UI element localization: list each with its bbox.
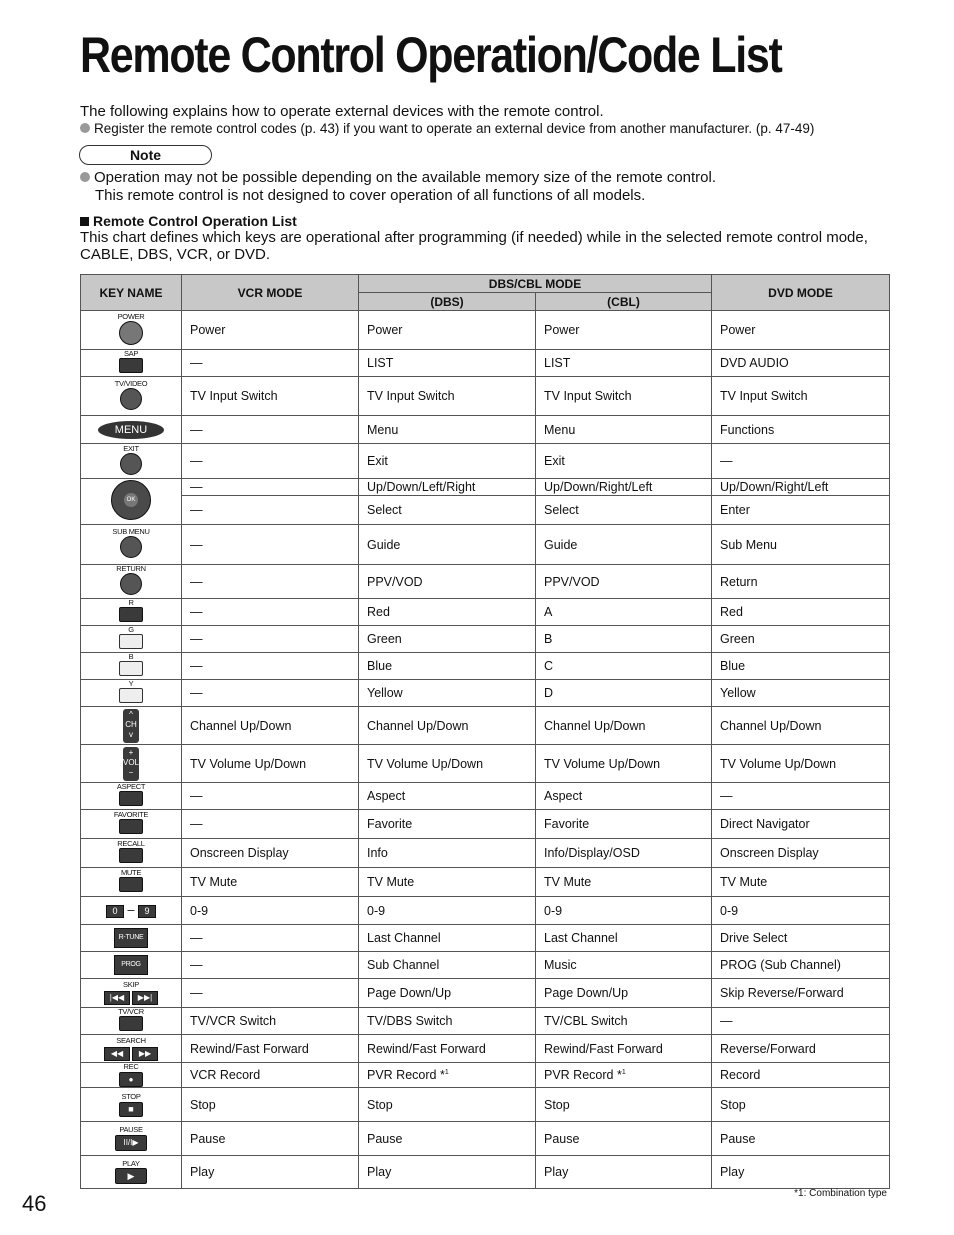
cell-vcr: —	[182, 680, 359, 707]
cell-cbl: TV Mute	[536, 868, 712, 897]
cell-dbs: TV/DBS Switch	[359, 1008, 536, 1035]
cell-vcr: Pause	[182, 1122, 359, 1156]
cell-vcr: TV Input Switch	[182, 377, 359, 416]
cell-vcr: —	[182, 565, 359, 599]
blue-key	[81, 653, 182, 680]
cell-vcr: Play	[182, 1156, 359, 1189]
tv-video-key	[81, 377, 182, 416]
cell-cbl: PPV/VOD	[536, 565, 712, 599]
exit-key	[81, 444, 182, 479]
cell-vcr: TV/VCR Switch	[182, 1008, 359, 1035]
footnote: *1: Combination type	[794, 1188, 887, 1199]
cell-cbl: LIST	[536, 350, 712, 377]
table-row	[81, 444, 890, 479]
cell-dvd: Channel Up/Down	[712, 707, 890, 745]
note-label: Note	[79, 145, 212, 165]
square-bullet-icon	[80, 217, 89, 226]
cell-dbs: Channel Up/Down	[359, 707, 536, 745]
cell-cbl: Power	[536, 311, 712, 350]
cell-vcr: Power	[182, 311, 359, 350]
cell-cbl: D	[536, 680, 712, 707]
table-row	[81, 839, 890, 868]
cell-vcr: TV Mute	[182, 868, 359, 897]
cell-cbl: Last Channel	[536, 925, 712, 952]
cell-dvd: Skip Reverse/Forward	[712, 979, 890, 1008]
key-label: SEARCH	[116, 1035, 146, 1045]
cell-dbs: Play	[359, 1156, 536, 1189]
yellow-key	[81, 680, 182, 707]
key-label: SUB MENU	[112, 527, 150, 536]
cell-vcr: —	[182, 525, 359, 565]
return-key	[81, 565, 182, 599]
table-row	[81, 496, 890, 525]
cell-dbs: Up/Down/Left/Right	[359, 479, 536, 496]
power-key	[81, 311, 182, 350]
key-label: VOL	[123, 757, 140, 767]
mute-button-icon	[119, 877, 143, 892]
sub-menu-key	[81, 525, 182, 565]
cell-vcr: 0-9	[182, 897, 359, 925]
channel-key	[81, 707, 182, 745]
header-dvd-mode: DVD MODE	[712, 275, 890, 311]
fast-forward-icon: ▶▶	[132, 1047, 158, 1061]
section-title-text: Remote Control Operation List	[93, 213, 297, 229]
cell-dvd: Direct Navigator	[712, 810, 890, 839]
page-number: 46	[22, 1191, 47, 1216]
cell-dbs: Favorite	[359, 810, 536, 839]
tv-vcr-button-icon	[119, 1016, 143, 1031]
zero-button-icon: 0	[106, 905, 124, 918]
pause-key	[81, 1122, 182, 1156]
cell-dvd: DVD AUDIO	[712, 350, 890, 377]
table-row	[81, 925, 890, 952]
stop-key	[81, 1088, 182, 1122]
pause-button-icon: II/I▶	[115, 1135, 147, 1151]
cell-vcr: —	[182, 479, 359, 496]
cell-dbs: Power	[359, 311, 536, 350]
menu-key	[81, 416, 182, 444]
cell-dvd: Play	[712, 1156, 890, 1189]
cell-vcr: —	[182, 979, 359, 1008]
rewind-icon: ◀◀	[104, 1047, 130, 1061]
key-label: Y	[128, 679, 134, 688]
cell-dbs: LIST	[359, 350, 536, 377]
cell-dvd: Functions	[712, 416, 890, 444]
cell-dvd: Return	[712, 565, 890, 599]
aspect-key	[81, 783, 182, 810]
cell-dvd: TV Input Switch	[712, 377, 890, 416]
header-cbl: (CBL)	[536, 293, 712, 311]
cell-dvd: Power	[712, 311, 890, 350]
cell-cbl: TV Volume Up/Down	[536, 745, 712, 783]
play-key	[81, 1156, 182, 1189]
table-row	[81, 479, 890, 496]
key-label: TV/VCR	[118, 1007, 144, 1016]
volume-key	[81, 745, 182, 783]
cell-cbl: 0-9	[536, 897, 712, 925]
cell-dbs: Green	[359, 626, 536, 653]
cell-dvd: TV Mute	[712, 868, 890, 897]
cell-dvd: Pause	[712, 1122, 890, 1156]
cell-dvd: —	[712, 444, 890, 479]
header-vcr-mode: VCR MODE	[182, 275, 359, 311]
header-dbs-cbl-mode: DBS/CBL MODE	[359, 275, 712, 293]
cell-cbl: Channel Up/Down	[536, 707, 712, 745]
cell-dvd: Yellow	[712, 680, 890, 707]
table-row	[81, 979, 890, 1008]
cell-vcr: —	[182, 653, 359, 680]
table-row	[81, 1063, 890, 1088]
cell-dvd: Red	[712, 599, 890, 626]
cell-dbs: Aspect	[359, 783, 536, 810]
table-row	[81, 377, 890, 416]
footnote-marker: 1	[444, 1068, 449, 1076]
cell-dvd: Green	[712, 626, 890, 653]
bullet-dot-icon	[80, 123, 90, 133]
recall-key	[81, 839, 182, 868]
dpad-icon	[111, 480, 151, 520]
r-tune-key	[81, 925, 182, 952]
key-label: EXIT	[123, 443, 139, 453]
cell-dvd: —	[712, 783, 890, 810]
channel-rocker-icon: ^ CH v	[123, 709, 139, 743]
cell-vcr: —	[182, 783, 359, 810]
red-button-icon	[119, 607, 143, 622]
cell-cbl-text: PVR Record *	[544, 1068, 622, 1082]
table-row	[81, 1088, 890, 1122]
cell-dbs: Rewind/Fast Forward	[359, 1035, 536, 1063]
table-row	[81, 1035, 890, 1063]
key-label: POWER	[117, 311, 145, 321]
cell-vcr: —	[182, 599, 359, 626]
sap-button-icon	[119, 358, 143, 373]
table-row	[81, 525, 890, 565]
dpad-key	[81, 479, 182, 525]
return-button-icon	[120, 573, 142, 595]
key-label: PAUSE	[119, 1125, 143, 1134]
table-row	[81, 626, 890, 653]
cell-dvd: Enter	[712, 496, 890, 525]
cell-dbs	[359, 1063, 536, 1088]
cell-vcr: —	[182, 952, 359, 979]
nine-button-icon: 9	[138, 905, 156, 918]
cell-cbl: Stop	[536, 1088, 712, 1122]
cell-dbs: Stop	[359, 1088, 536, 1122]
table-row	[81, 565, 890, 599]
bullet-dot-icon	[80, 172, 90, 182]
key-label: B	[128, 652, 134, 661]
cell-dbs: Red	[359, 599, 536, 626]
cell-cbl: Info/Display/OSD	[536, 839, 712, 868]
power-button-icon	[119, 321, 143, 345]
key-label: SAP	[123, 349, 139, 358]
cell-cbl: Pause	[536, 1122, 712, 1156]
register-bullet	[80, 121, 814, 136]
table-row	[81, 707, 890, 745]
section-description: This chart defines which keys are operational after programming (if needed) while in the selected remote control mode, CABLE, DBS, VCR, or DVD.	[80, 229, 868, 263]
skip-forward-icon: ▶▶|	[132, 991, 158, 1005]
cell-vcr: Onscreen Display	[182, 839, 359, 868]
cell-cbl: C	[536, 653, 712, 680]
page-title: Remote Control Operation/Code List	[80, 27, 782, 83]
blue-button-icon	[119, 661, 143, 676]
cell-cbl: A	[536, 599, 712, 626]
rec-key	[81, 1063, 182, 1088]
cell-dbs-text: PVR Record *	[367, 1068, 445, 1082]
table-row	[81, 810, 890, 839]
cell-cbl: Music	[536, 952, 712, 979]
key-label: MUTE	[120, 868, 142, 877]
cell-dbs: Sub Channel	[359, 952, 536, 979]
cell-cbl: Page Down/Up	[536, 979, 712, 1008]
cell-dbs: Menu	[359, 416, 536, 444]
cell-dvd: —	[712, 1008, 890, 1035]
cell-cbl: Up/Down/Right/Left	[536, 479, 712, 496]
cell-dbs: Exit	[359, 444, 536, 479]
key-label: R	[128, 598, 134, 607]
cell-cbl	[536, 1063, 712, 1088]
section-title	[80, 213, 297, 229]
cell-cbl: Guide	[536, 525, 712, 565]
cell-dbs: Blue	[359, 653, 536, 680]
mute-key	[81, 868, 182, 897]
cell-dvd: Blue	[712, 653, 890, 680]
cell-vcr: Stop	[182, 1088, 359, 1122]
cell-dvd: Drive Select	[712, 925, 890, 952]
table-row	[81, 783, 890, 810]
r-tune-button-icon: R-TUNE	[114, 928, 148, 948]
key-label: REC	[123, 1062, 139, 1071]
table-row	[81, 653, 890, 680]
cell-dvd: Onscreen Display	[712, 839, 890, 868]
green-key	[81, 626, 182, 653]
key-label: RETURN	[116, 564, 146, 573]
register-bullet-text: Register the remote control codes (p. 43) if you want to operate an external device from another manufacturer. (p. 47-49)	[94, 121, 815, 136]
play-button-icon: ▶	[115, 1168, 147, 1184]
intro-text: The following explains how to operate external devices with the remote control.	[80, 103, 604, 120]
cell-vcr: —	[182, 416, 359, 444]
favorite-key	[81, 810, 182, 839]
table-row	[81, 599, 890, 626]
cell-vcr: Channel Up/Down	[182, 707, 359, 745]
key-label: FAVORITE	[113, 810, 149, 819]
cell-cbl: Favorite	[536, 810, 712, 839]
cell-cbl: TV/CBL Switch	[536, 1008, 712, 1035]
cell-vcr: TV Volume Up/Down	[182, 745, 359, 783]
cell-dvd: Sub Menu	[712, 525, 890, 565]
cell-vcr: —	[182, 496, 359, 525]
key-label: CH	[125, 719, 137, 729]
note-line-1: Operation may not be possible depending on the available memory size of the remote control.	[94, 169, 717, 186]
cell-dbs: Select	[359, 496, 536, 525]
cell-vcr: —	[182, 810, 359, 839]
cell-dvd: Record	[712, 1063, 890, 1088]
stop-button-icon: ■	[119, 1102, 143, 1117]
cell-cbl: Rewind/Fast Forward	[536, 1035, 712, 1063]
cell-dbs: Page Down/Up	[359, 979, 536, 1008]
cell-dvd: TV Volume Up/Down	[712, 745, 890, 783]
table-row	[81, 868, 890, 897]
exit-button-icon	[120, 453, 142, 475]
key-label: STOP	[121, 1091, 141, 1101]
cell-cbl: Menu	[536, 416, 712, 444]
recall-button-icon	[119, 848, 143, 863]
cell-dvd: Up/Down/Right/Left	[712, 479, 890, 496]
header-dbs: (DBS)	[359, 293, 536, 311]
table-row	[81, 897, 890, 925]
cell-cbl: Select	[536, 496, 712, 525]
number-keys: 0 – 9	[81, 897, 182, 925]
cell-dvd: PROG (Sub Channel)	[712, 952, 890, 979]
cell-cbl: Play	[536, 1156, 712, 1189]
key-label: ASPECT	[116, 782, 146, 791]
sub-menu-button-icon	[120, 536, 142, 558]
prog-button-icon: PROG	[114, 955, 148, 975]
cell-vcr: —	[182, 925, 359, 952]
cell-dbs: TV Input Switch	[359, 377, 536, 416]
cell-dbs: Pause	[359, 1122, 536, 1156]
sap-key	[81, 350, 182, 377]
footnote-marker: 1	[621, 1068, 626, 1076]
tv-vcr-key	[81, 1008, 182, 1035]
cell-cbl: Aspect	[536, 783, 712, 810]
volume-rocker-icon: + VOL −	[123, 747, 139, 781]
table-row	[81, 311, 890, 350]
cell-cbl: B	[536, 626, 712, 653]
table-row	[81, 1156, 890, 1189]
tv-video-button-icon	[120, 388, 142, 410]
cell-dbs: Info	[359, 839, 536, 868]
prog-key	[81, 952, 182, 979]
cell-dbs: Yellow	[359, 680, 536, 707]
favorite-button-icon	[119, 819, 143, 834]
cell-dbs: TV Mute	[359, 868, 536, 897]
cell-dvd: Stop	[712, 1088, 890, 1122]
code-table	[80, 274, 890, 1189]
cell-dbs: Guide	[359, 525, 536, 565]
table-row	[81, 680, 890, 707]
skip-back-icon: |◀◀	[104, 991, 130, 1005]
skip-key	[81, 979, 182, 1008]
cell-dbs: TV Volume Up/Down	[359, 745, 536, 783]
cell-dvd: Reverse/Forward	[712, 1035, 890, 1063]
cell-vcr: —	[182, 444, 359, 479]
cell-dbs: PPV/VOD	[359, 565, 536, 599]
cell-vcr: —	[182, 350, 359, 377]
aspect-button-icon	[119, 791, 143, 806]
cell-cbl: TV Input Switch	[536, 377, 712, 416]
key-label: PLAY	[122, 1159, 140, 1168]
cell-vcr: Rewind/Fast Forward	[182, 1035, 359, 1063]
table-row	[81, 350, 890, 377]
table-row	[81, 1122, 890, 1156]
cell-cbl: Exit	[536, 444, 712, 479]
key-label: RECALL	[117, 839, 145, 848]
table-row	[81, 416, 890, 444]
yellow-button-icon	[119, 688, 143, 703]
header-key-name: KEY NAME	[81, 275, 182, 311]
table-row	[81, 1008, 890, 1035]
menu-button-icon: MENU	[98, 421, 164, 439]
red-key	[81, 599, 182, 626]
search-key	[81, 1035, 182, 1063]
key-label: TV/VIDEO	[114, 378, 148, 388]
cell-dbs: 0-9	[359, 897, 536, 925]
key-label: SKIP	[123, 980, 139, 989]
table-row	[81, 952, 890, 979]
record-button-icon: ●	[119, 1072, 143, 1087]
key-label: G	[128, 625, 134, 634]
note-text	[80, 169, 716, 205]
cell-dbs: Last Channel	[359, 925, 536, 952]
cell-vcr: VCR Record	[182, 1063, 359, 1088]
green-button-icon	[119, 634, 143, 649]
ok-button-icon: OK	[124, 493, 138, 507]
note-line-2: This remote control is not designed to cover operation of all functions of all models.	[95, 187, 646, 204]
cell-dvd: 0-9	[712, 897, 890, 925]
table-row	[81, 745, 890, 783]
cell-vcr: —	[182, 626, 359, 653]
